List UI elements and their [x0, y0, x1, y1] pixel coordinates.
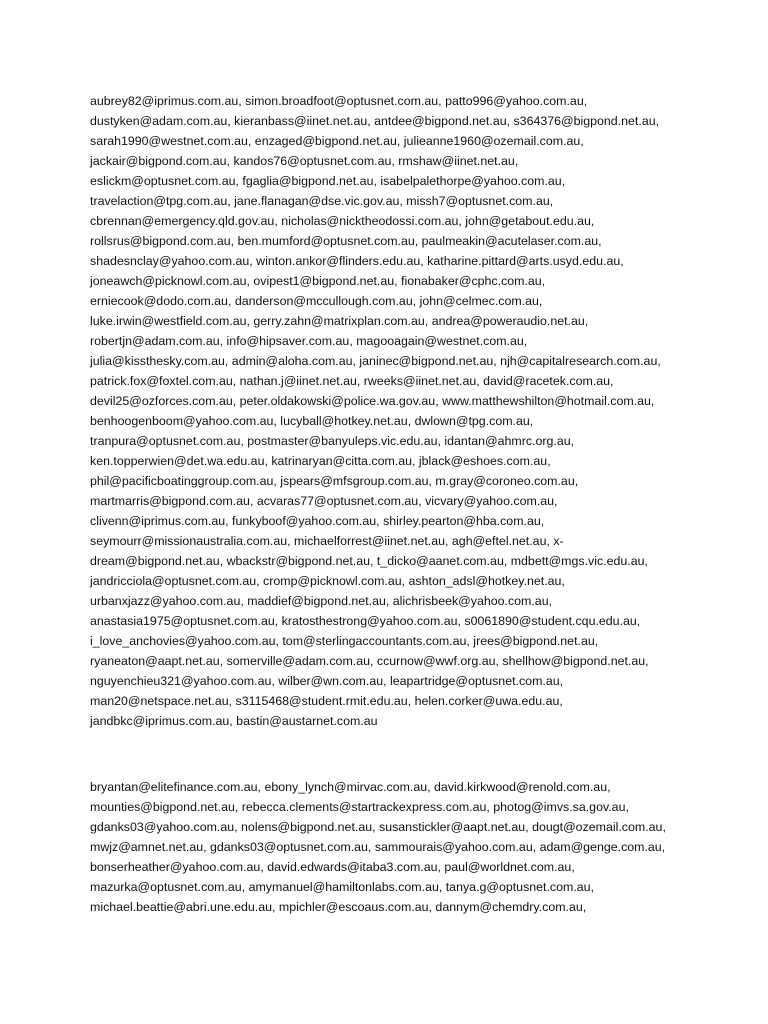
email-list-paragraph-1 — [90, 91, 690, 731]
text-line: joneawch@picknowl.com.au, ovipest1@bigpond.net.au, fionabaker@cphc.com.au, — [90, 274, 546, 288]
text-line: urbanxjazz@yahoo.com.au, maddief@bigpond.net.au, alichrisbeek@yahoo.com.au, — [90, 594, 553, 608]
text-line: gdanks03@yahoo.com.au, nolens@bigpond.net.au, susanstickler@aapt.net.au, dougt@ozemail.com.au, — [90, 820, 666, 834]
text-line: martmarris@bigpond.com.au, acvaras77@optusnet.com.au, vicvary@yahoo.com.au, — [90, 494, 558, 508]
text-line: seymourr@missionaustralia.com.au, michaelforrest@iinet.net.au, agh@eftel.net.au, x- — [90, 534, 564, 548]
text-line: ken.topperwien@det.wa.edu.au, katrinaryan@citta.com.au, jblack@eshoes.com.au, — [90, 454, 551, 468]
text-line: mwjz@amnet.net.au, gdanks03@optusnet.com.au, sammourais@yahoo.com.au, adam@genge.com.au, — [90, 840, 666, 854]
text-line: sarah1990@westnet.com.au, enzaged@bigpond.net.au, julieanne1960@ozemail.com.au, — [90, 134, 584, 148]
text-line: dream@bigpond.net.au, wbackstr@bigpond.net.au, t_dicko@aanet.com.au, mdbett@mgs.vic.edu.au, — [90, 554, 648, 568]
text-line: shadesnclay@yahoo.com.au, winton.ankor@flinders.edu.au, katharine.pittard@arts.usyd.edu.au, — [90, 254, 624, 268]
text-line: mounties@bigpond.net.au, rebecca.clements@startrackexpress.com.au, photog@imvs.sa.gov.au, — [90, 800, 629, 814]
text-line: nguyenchieu321@yahoo.com.au, wilber@wn.com.au, leapartridge@optusnet.com.au, — [90, 674, 564, 688]
text-line: aubrey82@iprimus.com.au, simon.broadfoot@optusnet.com.au, patto996@yahoo.com.au, — [90, 94, 588, 108]
text-line: robertjn@adam.com.au, info@hipsaver.com.au, magooagain@westnet.com.au, — [90, 334, 528, 348]
text-line: benhoogenboom@yahoo.com.au, lucyball@hotkey.net.au, dwlown@tpg.com.au, — [90, 414, 534, 428]
text-line: tranpura@optusnet.com.au, postmaster@banyuleps.vic.edu.au, idantan@ahmrc.org.au, — [90, 434, 575, 448]
text-line: dustyken@adam.com.au, kieranbass@iinet.net.au, antdee@bigpond.net.au, s364376@bigpond.net.au, — [90, 114, 660, 128]
text-line: anastasia1975@optusnet.com.au, kratosthestrong@yahoo.com.au, s0061890@student.cqu.edu.au, — [90, 614, 641, 628]
text-line: travelaction@tpg.com.au, jane.flanagan@dse.vic.gov.au, missh7@optusnet.com.au, — [90, 194, 554, 208]
text-line: rollsrus@bigpond.com.au, ben.mumford@optusnet.com.au, paulmeakin@acutelaser.com.au, — [90, 234, 602, 248]
text-line: jandricciola@optusnet.com.au, cromp@picknowl.com.au, ashton_adsl@hotkey.net.au, — [90, 574, 565, 588]
text-line: erniecook@dodo.com.au, danderson@mccullough.com.au, john@celmec.com.au, — [90, 294, 543, 308]
text-line: devil25@ozforces.com.au, peter.oldakowski@police.wa.gov.au, www.matthewshilton@hotmail.com.au, — [90, 394, 655, 408]
text-line: bonserheather@yahoo.com.au, david.edwards@itaba3.com.au, paul@worldnet.com.au, — [90, 860, 575, 874]
text-line: luke.irwin@westfield.com.au, gerry.zahn@matrixplan.com.au, andrea@poweraudio.net.au, — [90, 314, 589, 328]
text-line: eslickm@optusnet.com.au, fgaglia@bigpond.net.au, isabelpalethorpe@yahoo.com.au, — [90, 174, 566, 188]
text-line: jackair@bigpond.com.au, kandos76@optusnet.com.au, rmshaw@iinet.net.au, — [90, 154, 519, 168]
text-line: julia@kissthesky.com.au, admin@aloha.com.au, janinec@bigpond.net.au, njh@capitalresearch.com.au, — [90, 354, 661, 368]
text-line: man20@netspace.net.au, s3115468@student.rmit.edu.au, helen.corker@uwa.edu.au, — [90, 694, 563, 708]
text-line: patrick.fox@foxtel.com.au, nathan.j@iinet.net.au, rweeks@iinet.net.au, david@racetek.com.au, — [90, 374, 614, 388]
text-line: bryantan@elitefinance.com.au, ebony_lynch@mirvac.com.au, david.kirkwood@renold.com.au, — [90, 780, 611, 794]
text-line: i_love_anchovies@yahoo.com.au, tom@sterlingaccountants.com.au, jrees@bigpond.net.au, — [90, 634, 599, 648]
text-line: jandbkc@iprimus.com.au, bastin@austarnet.com.au — [90, 714, 378, 728]
text-line: ryaneaton@aapt.net.au, somerville@adam.com.au, ccurnow@wwf.org.au, shellhow@bigpond.net.au, — [90, 654, 649, 668]
text-line: clivenn@iprimus.com.au, funkyboof@yahoo.com.au, shirley.pearton@hba.com.au, — [90, 514, 545, 528]
text-line: mazurka@optusnet.com.au, amymanuel@hamiltonlabs.com.au, tanya.g@optusnet.com.au, — [90, 880, 595, 894]
text-line: cbrennan@emergency.qld.gov.au, nicholas@nicktheodossi.com.au, john@getabout.edu.au, — [90, 214, 595, 228]
text-line: phil@pacificboatinggroup.com.au, jspears@mfsgroup.com.au, m.gray@coroneo.com.au, — [90, 474, 579, 488]
email-list-paragraph-2 — [90, 777, 690, 917]
text-line: michael.beattie@abri.une.edu.au, mpichler@escoaus.com.au, dannym@chemdry.com.au, — [90, 900, 587, 914]
